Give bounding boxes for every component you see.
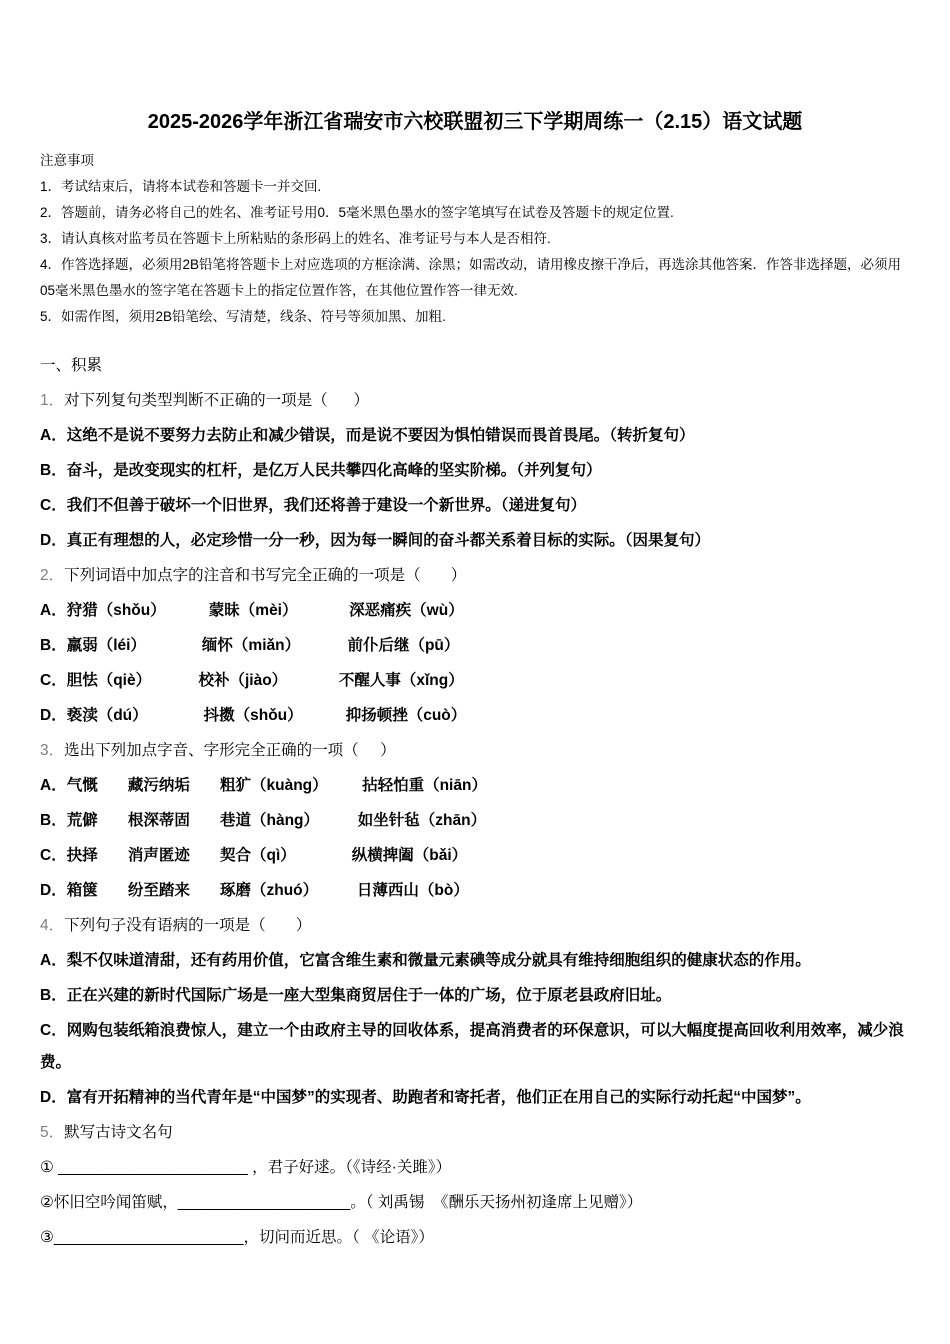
notice-heading: 注意事项	[40, 153, 94, 168]
notice-section	[40, 148, 910, 330]
question-1-option-a: A．这绝不是说不要努力去防止和减少错误，而是说不要因为惧怕错误而畏首畏尾。（转折复句）	[40, 427, 695, 444]
question-4-option-d: D．富有开拓精神的当代青年是“中国梦”的实现者、助跑者和寄托者，他们正在用自己的实际行动托起“中国梦”。	[40, 1089, 811, 1106]
question-2-option-c: C．胆怯（qiè） 校补（jiào） 不醒人事（xǐng）	[40, 672, 464, 689]
question-3-stem	[40, 735, 910, 767]
notice-item-1: 1．考试结束后，请将本试卷和答题卡一并交回.	[40, 179, 322, 194]
question-5-blank-2: ②怀旧空吟闻笛赋，____________________。（ 刘禹锡 《酬乐天扬州初逢席上见赠》）	[40, 1194, 643, 1211]
question-4-stem-text: 下列句子没有语病的一项是（ ）	[64, 917, 312, 934]
question-1-stem	[40, 385, 910, 417]
section-heading: 一、积累	[40, 357, 103, 374]
question-3-option-b: B．荒僻 根深蒂固 巷道（hàng） 如坐针毡（zhān）	[40, 812, 487, 829]
question-2	[40, 560, 910, 732]
notice-item-5: 5．如需作图，须用2B铅笔绘、写清楚，线条、符号等须加黑、加粗.	[40, 309, 446, 324]
question-3	[40, 735, 910, 907]
question-5-number: 5．	[40, 1124, 65, 1141]
question-4	[40, 910, 910, 1114]
question-4-option-c: C．网购包装纸箱浪费惊人，建立一个由政府主导的回收体系，提高消费者的环保意识，可以大幅度提高回收利用效率，减少浪费。	[40, 1022, 904, 1071]
notice-item-2: 2．答题前，请务必将自己的姓名、准考证号用0．5毫米黑色墨水的签字笔填写在试卷及答题卡的规定位置.	[40, 205, 674, 220]
question-2-option-b: B．羸弱（léi） 缅怀（miǎn） 前仆后继（pū）	[40, 637, 460, 654]
question-1-stem-text: 对下列复句类型判断不正确的一项是（ ）	[64, 392, 369, 409]
question-5-blank-1: ① ______________________ ，君子好逑。（《诗经·关雎》）	[40, 1159, 452, 1176]
question-2-option-d: D．亵渎（dú） 抖擞（shǒu） 抑扬顿挫（cuò）	[40, 707, 467, 724]
question-5-stem	[40, 1117, 910, 1149]
question-5-stem-text: 默写古诗文名句	[64, 1124, 173, 1141]
question-4-option-a: A．梨不仅味道清甜，还有药用价值，它富含维生素和微量元素碘等成分就具有维持细胞组织的健康状态的作用。	[40, 952, 811, 969]
question-1	[40, 385, 910, 557]
notice-item-3: 3．请认真核对监考员在答题卡上所粘贴的条形码上的姓名、准考证号与本人是否相符.	[40, 231, 551, 246]
question-3-option-d: D．箱箧 纷至踏来 琢磨（zhuó） 日薄西山（bò）	[40, 882, 469, 899]
question-4-option-b: B．正在兴建的新时代国际广场是一座大型集商贸居住于一体的广场，位于原老县政府旧址。	[40, 987, 672, 1004]
question-1-option-c: C．我们不但善于破坏一个旧世界，我们还将善于建设一个新世界。（递进复句）	[40, 497, 586, 514]
question-2-stem	[40, 560, 910, 592]
question-2-option-a: A．狩猎（shǒu） 蒙昧（mèi） 深恶痛疾（wù）	[40, 602, 464, 619]
question-4-number: 4．	[40, 917, 65, 934]
question-5-blank-3: ③______________________，切问而近思。（ 《论语》）	[40, 1229, 434, 1246]
question-3-number: 3．	[40, 742, 65, 759]
question-1-option-b: B．奋斗，是改变现实的杠杆，是亿万人民共攀四化高峰的坚实阶梯。（并列复句）	[40, 462, 602, 479]
question-3-option-a: A．气慨 藏污纳垢 粗犷（kuàng） 拈轻怕重（niān）	[40, 777, 487, 794]
question-3-option-c: C．抉择 消声匿迹 契合（qì） 纵横捭阖（bǎi）	[40, 847, 468, 864]
question-1-option-d: D．真正有理想的人，必定珍惜一分一秒，因为每一瞬间的奋斗都关系着目标的实际。（因果复句）	[40, 532, 710, 549]
question-3-stem-text: 选出下列加点字音、字形完全正确的一项（ ）	[64, 742, 396, 759]
question-2-number: 2．	[40, 567, 65, 584]
notice-item-4: 4．作答选择题，必须用2B铅笔将答题卡上对应选项的方框涂满、涂黑；如需改动，请用橡皮擦干净后，再选涂其他答案．作答非选择题，必须用05毫米黑色墨水的签字笔在答题卡上的指定位置作答，在其他位置作答一律无效.	[40, 257, 902, 298]
exam-title: 2025-2026学年浙江省瑞安市六校联盟初三下学期周练一（2.15）语文试题	[147, 111, 803, 133]
question-1-number: 1．	[40, 392, 65, 409]
question-5	[40, 1117, 910, 1254]
question-2-stem-text: 下列词语中加点字的注音和书写完全正确的一项是（ ）	[64, 567, 467, 584]
question-4-stem	[40, 910, 910, 942]
